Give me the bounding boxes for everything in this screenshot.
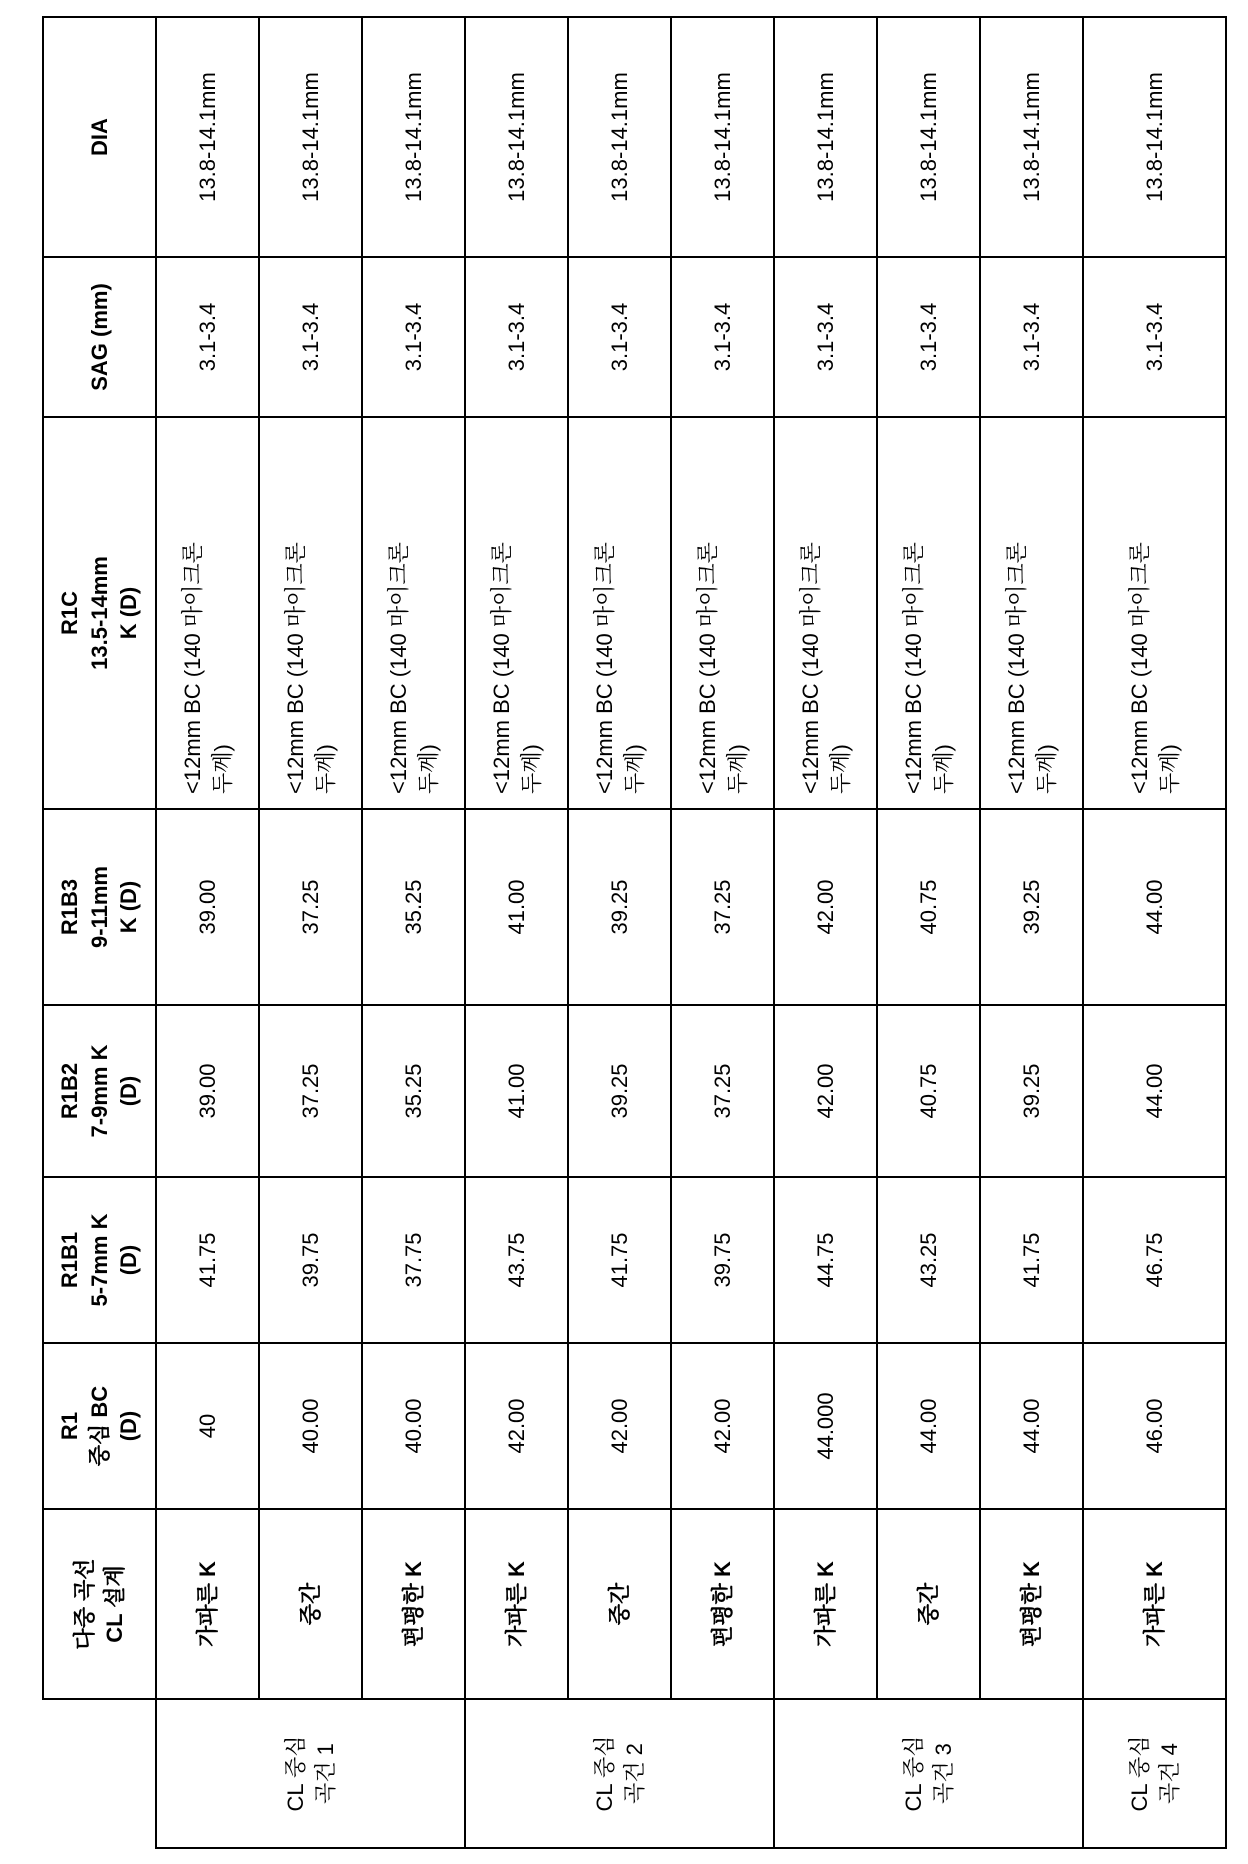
cell-r1b1: 37.75 <box>362 1177 465 1343</box>
cell-r1c: <12mm BC (140 마이크론 두께) <box>362 417 465 809</box>
cell-r1b2: 39.25 <box>980 1005 1083 1177</box>
cell-sag: 3.1-3.4 <box>980 257 1083 417</box>
cell-r1c: <12mm BC (140 마이크론 두께) <box>774 417 877 809</box>
cell-sag: 3.1-3.4 <box>259 257 362 417</box>
cell-dia: 13.8-14.1mm <box>568 17 671 257</box>
cell-dia: 13.8-14.1mm <box>465 17 568 257</box>
cell-dia: 13.8-14.1mm <box>980 17 1083 257</box>
cell-dia: 13.8-14.1mm <box>156 17 259 257</box>
table-row <box>568 17 671 1848</box>
cell-dia: 13.8-14.1mm <box>362 17 465 257</box>
group-label: CL 중심 곡건 2 <box>465 1699 774 1848</box>
cell-dia: 13.8-14.1mm <box>774 17 877 257</box>
cell-r1b3: 35.25 <box>362 809 465 1005</box>
cell-r1b2: 39.00 <box>156 1005 259 1177</box>
table-row <box>465 17 568 1848</box>
header-r1b3: R1B3 9-11mm K (D) <box>43 809 156 1005</box>
cell-design: 가파른 K <box>156 1509 259 1699</box>
cell-r1: 44.00 <box>877 1343 980 1509</box>
cell-r1b2: 35.25 <box>362 1005 465 1177</box>
cell-r1b3: 40.75 <box>877 809 980 1005</box>
cell-design: 편평한 K <box>980 1509 1083 1699</box>
header-r1b1: R1B1 5-7mm K (D) <box>43 1177 156 1343</box>
cell-r1: 40.00 <box>259 1343 362 1509</box>
rotated-table-container <box>42 18 1225 1849</box>
cell-r1b2: 39.25 <box>568 1005 671 1177</box>
cell-r1b2: 37.25 <box>671 1005 774 1177</box>
cell-r1b1: 41.75 <box>156 1177 259 1343</box>
group-label: CL 중심 곡건 3 <box>774 1699 1083 1848</box>
cell-r1c: <12mm BC (140 마이크론 두께) <box>877 417 980 809</box>
cell-design: 중간 <box>877 1509 980 1699</box>
cell-sag: 3.1-3.4 <box>1083 257 1226 417</box>
table-row <box>774 17 877 1848</box>
cell-design: 가파른 K <box>465 1509 568 1699</box>
header-sag: SAG (mm) <box>43 257 156 417</box>
table-row <box>877 17 980 1848</box>
cell-r1b1: 41.75 <box>980 1177 1083 1343</box>
cell-design: 중간 <box>568 1509 671 1699</box>
cell-r1b3: 39.25 <box>568 809 671 1005</box>
cell-r1c: <12mm BC (140 마이크론 두께) <box>980 417 1083 809</box>
cell-sag: 3.1-3.4 <box>465 257 568 417</box>
cell-r1b2: 41.00 <box>465 1005 568 1177</box>
cell-r1b1: 43.25 <box>877 1177 980 1343</box>
cell-r1b3: 44.00 <box>1083 809 1226 1005</box>
table-row <box>671 17 774 1848</box>
cell-design: 가파른 K <box>774 1509 877 1699</box>
cell-dia: 13.8-14.1mm <box>671 17 774 257</box>
cell-r1: 46.00 <box>1083 1343 1226 1509</box>
cell-r1b1: 41.75 <box>568 1177 671 1343</box>
cell-r1c: <12mm BC (140 마이크론 두께) <box>568 417 671 809</box>
cell-r1b1: 46.75 <box>1083 1177 1226 1343</box>
group-label: CL 중심 곡건 1 <box>156 1699 465 1848</box>
cell-r1b3: 41.00 <box>465 809 568 1005</box>
cell-sag: 3.1-3.4 <box>568 257 671 417</box>
cell-r1b2: 40.75 <box>877 1005 980 1177</box>
table-row <box>1083 17 1226 1848</box>
cell-r1b2: 44.00 <box>1083 1005 1226 1177</box>
cell-r1b3: 37.25 <box>259 809 362 1005</box>
cell-r1b3: 39.25 <box>980 809 1083 1005</box>
cell-r1b1: 44.75 <box>774 1177 877 1343</box>
cell-r1b1: 39.75 <box>671 1177 774 1343</box>
cell-sag: 3.1-3.4 <box>362 257 465 417</box>
table-row <box>156 17 259 1848</box>
cell-r1: 40.00 <box>362 1343 465 1509</box>
cell-r1c: <12mm BC (140 마이크론 두께) <box>1083 417 1226 809</box>
cell-design: 편평한 K <box>671 1509 774 1699</box>
header-r1c: R1C 13.5-14mm K (D) <box>43 417 156 809</box>
cell-r1b2: 42.00 <box>774 1005 877 1177</box>
cell-sag: 3.1-3.4 <box>877 257 980 417</box>
cell-sag: 3.1-3.4 <box>671 257 774 417</box>
corner-cell <box>43 1699 156 1848</box>
cell-r1: 44.000 <box>774 1343 877 1509</box>
table-row <box>362 17 465 1848</box>
table-row <box>980 17 1083 1848</box>
cell-dia: 13.8-14.1mm <box>1083 17 1226 257</box>
header-row <box>43 17 156 1848</box>
cell-r1b1: 43.75 <box>465 1177 568 1343</box>
header-design: 다중 곡선 CL 설계 <box>43 1509 156 1699</box>
cell-r1b3: 37.25 <box>671 809 774 1005</box>
cell-r1b3: 39.00 <box>156 809 259 1005</box>
cell-design: 가파른 K <box>1083 1509 1226 1699</box>
cell-r1: 42.00 <box>671 1343 774 1509</box>
cell-r1: 44.00 <box>980 1343 1083 1509</box>
cell-r1: 42.00 <box>465 1343 568 1509</box>
header-r1: R1 중심 BC (D) <box>43 1343 156 1509</box>
cell-r1c: <12mm BC (140 마이크론 두께) <box>156 417 259 809</box>
cell-r1c: <12mm BC (140 마이크론 두께) <box>465 417 568 809</box>
group-label: CL 중심 곡건 4 <box>1083 1699 1226 1848</box>
cell-r1b2: 37.25 <box>259 1005 362 1177</box>
cell-dia: 13.8-14.1mm <box>259 17 362 257</box>
cell-sag: 3.1-3.4 <box>774 257 877 417</box>
cell-r1c: <12mm BC (140 마이크론 두께) <box>259 417 362 809</box>
cell-dia: 13.8-14.1mm <box>877 17 980 257</box>
cell-r1b3: 42.00 <box>774 809 877 1005</box>
cell-r1b1: 39.75 <box>259 1177 362 1343</box>
header-dia: DIA <box>43 17 156 257</box>
cell-r1: 40 <box>156 1343 259 1509</box>
table-row <box>259 17 362 1848</box>
cell-r1c: <12mm BC (140 마이크론 두께) <box>671 417 774 809</box>
header-r1b2: R1B2 7-9mm K (D) <box>43 1005 156 1177</box>
cl-design-table <box>42 16 1227 1849</box>
cell-design: 중간 <box>259 1509 362 1699</box>
cell-r1: 42.00 <box>568 1343 671 1509</box>
cell-sag: 3.1-3.4 <box>156 257 259 417</box>
cell-design: 편평한 K <box>362 1509 465 1699</box>
